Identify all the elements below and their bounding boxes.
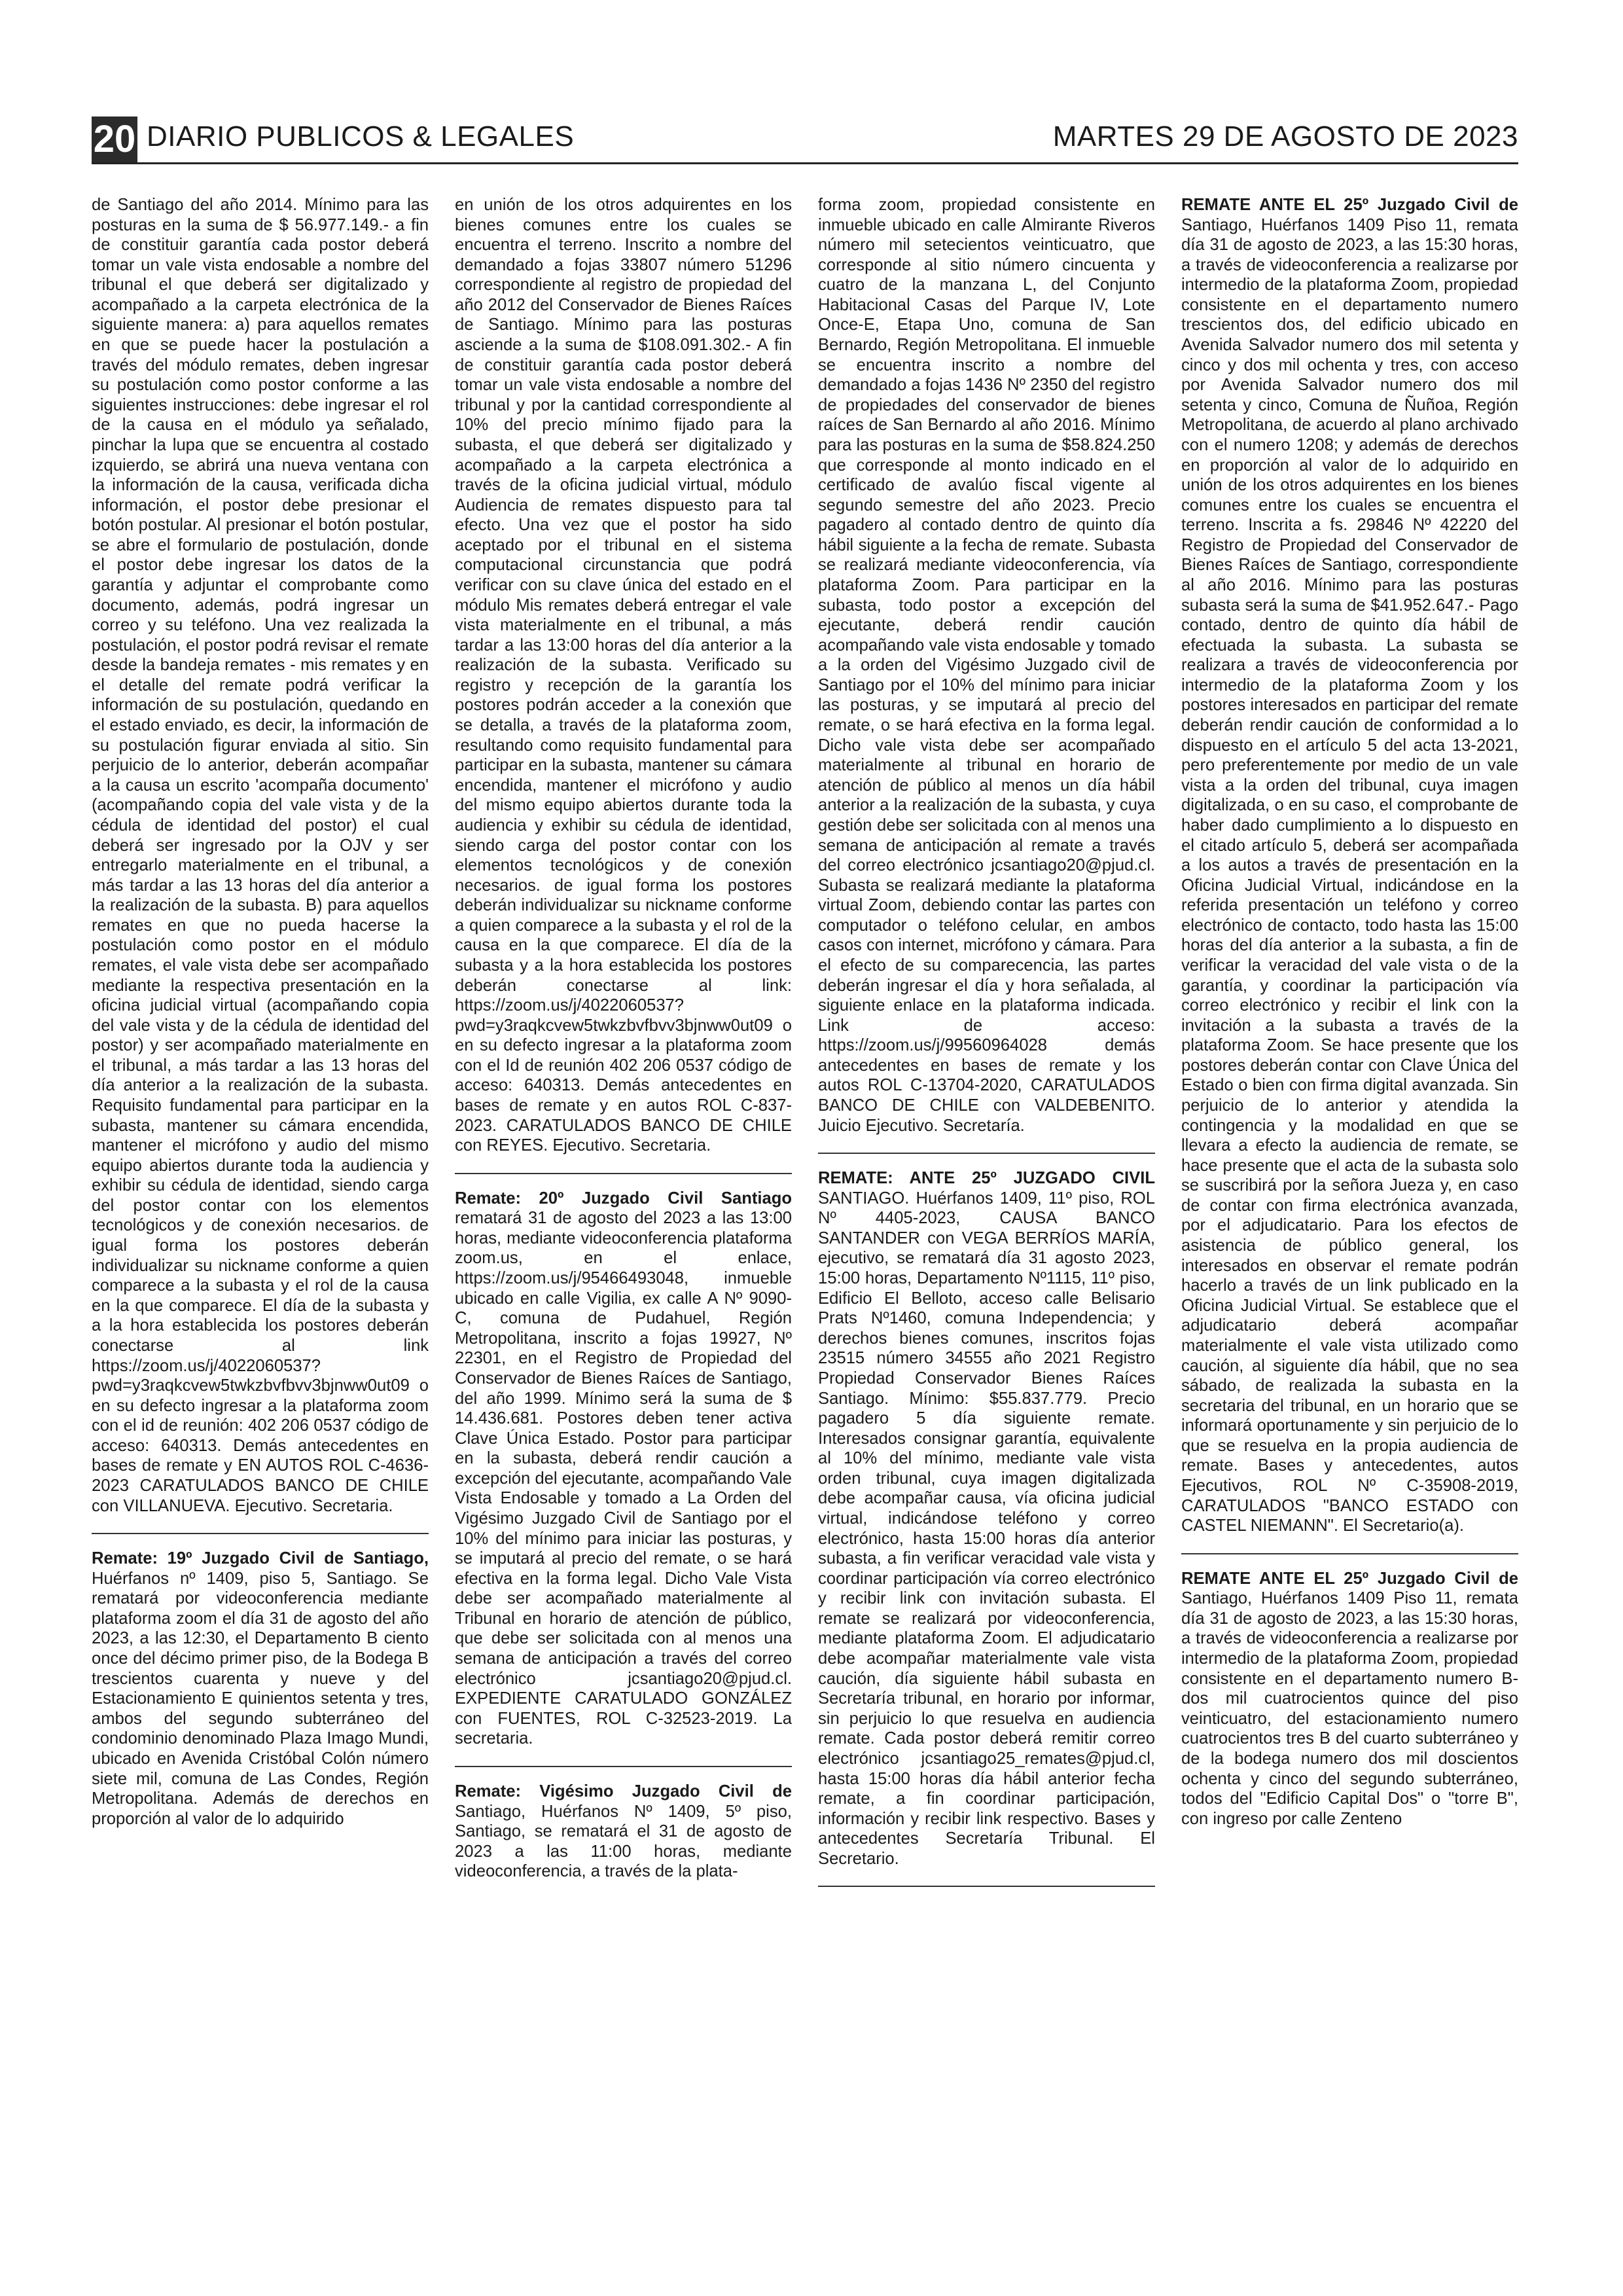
notice-lead: REMATE ANTE EL 25º Juzgado Civil de [1181,1569,1518,1588]
column-1 [92,195,429,2250]
legal-notice [455,1189,792,1749]
legal-notice [1181,195,1518,1536]
notice-divider [455,1173,792,1174]
notice-lead: Remate: 19º Juzgado Civil de Santiago, [92,1549,429,1568]
notice-divider [92,1533,429,1534]
notice-lead: REMATE ANTE EL 25º Juzgado Civil de [1181,196,1518,214]
notice-body: Santiago, Huérfanos 1409 Piso 11, remata día 31 de agosto de 2023, a las 15:30 horas, a través de videoconferencia a realizarse por intermedio de la plataforma Zoom, propiedad consistente en el departamento numero B- dos mil cuatrocientos quince del piso veinticuatro, del estacionamiento numero cuatrocientos tres B del cuarto subterráneo y de la bodega numero dos mil doscientos ochenta y cinco del segundo subterráneo, todos del "Edificio Capital Dos" o "torre B", con ingreso por calle Zenteno [1181,1589,1518,1828]
notices-columns [92,195,1518,2250]
notice-body: de Santiago del año 2014. Mínimo para las posturas en la suma de $ 56.977.149.- a fin de constituir garantía cada postor deberá tomar un vale vista endosable a nombre del tribunal el que deberá ser digitalizado y acompañado a la carpeta electrónica de la siguiente manera: a) para aquellos remates en que se puede hacer la postulación a través del módulo remates, deben ingresar su postulación como postor conforme a las siguientes instrucciones: debe ingresar el rol de la causa en el módulo ya señalado, pinchar la lupa que se encuentra al costado izquierdo, se abrirá una nueva ventana con la información de la causa, verificada dicha información, el postor debe presionar el botón postular. Al presionar el botón postular, se abre el formulario de postulación, donde el postor debe ingresar los datos de la garantía y adjuntar el comprobante como documento, además, podrá ingresar un correo y su teléfono. Una vez realizada la postulación, el postor podrá revisar el remate desde la bandeja remates - mis remates y en el detalle del remate podrá verificar la información de su postulación, quedando en el estado enviado, es decir, la información de su postulación figurar enviada al sitio. Sin perjuicio de lo anterior, deberán acompañar a la causa un escrito 'acompaña documento' (acompañando copia del vale vista y de la cédula de identidad del postor) el cual deberá ser ingresado por la OJV y ser entregarlo materialmente en el tribunal, a más tardar a las 13 horas del día anterior a la realización de la subasta. B) para aquellos remates en que no pueda hacerse la postulación como postor en el módulo remates, el vale vista debe ser acompañado mediante la respectiva presentación en la oficina judicial virtual (acompañando copia del vale vista y de la cédula de identidad del postor) y ser acompañado materialmente en el tribunal, a más tardar a las 13 horas del día anterior a la realización de la subasta. Requisito fundamental para participar en la subasta, mantener su cámara encendida, mantener el micrófono y audio del mismo equipo abiertos durante toda la audiencia y exhibir su cédula de identidad, siendo carga del postor contar con los elementos tecnológicos y de conexión necesarios. de igual forma los postores deberán individualizar su nickname conforme a quien comparece a la subasta y el rol de la causa en la que comparece. El día de la subasta y a la hora establecida los postores deberán conectarse al link https://zoom.us/j/4022060537?pwd=y3raqkcvew5twkzbvfbvv3bjnww0ut09 o en su defecto ingresar a la plataforma zoom con el id de reunión: 402 206 0537 código de acceso: 640313. Demás antecedentes en bases de remate y EN AUTOS ROL C-4636-2023 CARATULADOS BANCO DE CHILE con VILLANUEVA. Ejecutivo. Secretaria. [92,196,429,1515]
notice-lead: Remate: Vigésimo Juzgado Civil de [455,1782,792,1801]
notice-lead: REMATE: ANTE 25º JUZGADO CIVIL [818,1169,1155,1188]
legal-notice [818,1168,1155,1869]
notice-divider [1181,1553,1518,1554]
column-3 [818,195,1155,2250]
notice-body: forma zoom, propiedad consistente en inmueble ubicado en calle Almirante Riveros número mil setecientos veinticuatro, que corresponde al sitio número cincuenta y cuatro de la manzana L, del Conjunto Habitacional Casas del Parque IV, Lote Once-E, Etapa Uno, comuna de San Bernardo, Región Metropolitana. El inmueble se encuentra inscrito a nombre del demandado a fojas 1436 Nº 2350 del registro de propiedades del conservador de bienes raíces de San Bernardo al año 2016. Mínimo para las posturas en la suma de $58.824.250 que corresponde al monto indicado en el certificado de avalúo fiscal vigente al segundo semestre del año 2023. Precio pagadero al contado dentro de quinto día hábil siguiente a la fecha de remate. Subasta se realizará mediante videoconferencia, vía plataforma Zoom. Para participar en la subasta, todo postor a excepción del ejecutante, deberá rendir caución acompañando vale vista endosable y tomado a la orden del Vigésimo Juzgado civil de Santiago por el 10% del mínimo para iniciar las posturas, y se imputará al precio del remate, o se hará efectiva en la forma legal. Dicho vale vista debe ser acompañado materialmente al tribunal en horario de atención de público al menos un día hábil anterior a la realización de la subasta, y cuya gestión debe ser solicitada con al menos una semana de anticipación al remate a través del correo electrónico jcsantiago20@pjud.cl. Subasta se realizará mediante la plataforma virtual Zoom, debiendo contar las partes con computador o teléfono celular, en ambos casos con internet, micrófono y cámara. Para el efecto de su comparecencia, las partes deberán ingresar el día y hora señalada, al siguiente enlace en la plataforma indicada. Link de acceso: https://zoom.us/j/99560964028 demás antecedentes en bases de remate y los autos ROL C-13704-2020, CARATULADOS BANCO DE CHILE con VALDEBENITO. Juicio Ejecutivo. Secretaría. [818,196,1155,1135]
page-number: 20 [92,117,137,162]
notice-lead: Remate: 20º Juzgado Civil Santiago [455,1189,792,1208]
publication-title: DIARIO PUBLICOS & LEGALES [147,120,575,152]
legal-notice [92,1549,429,1829]
notice-body: Santiago, Huérfanos 1409 Piso 11, remata día 31 de agosto de 2023, a las 15:30 horas, a través de videoconferencia a realizarse por intermedio de la plataforma Zoom, propiedad consistente en el departamento numero trescientos dos, del edificio ubicado en Avenida Salvador numero dos mil setenta y cinco y dos mil ochenta y tres, con acceso por Avenida Salvador numero dos mil setenta y cinco, Comuna de Ñuñoa, Región Metropolitana, de acuerdo al plano archivado con el numero 1208; y además de derechos en proporción al valor de lo adquirido en unión de los otros adquirentes en los bienes comunes entre los cuales se encuentra el terreno. Inscrita a fs. 29846 Nº 42220 del Registro de Propiedad del Conservador de Bienes Raíces de Santiago, correspondiente al año 2016. Mínimo para las posturas subasta será la suma de $41.952.647.- Pago contado, dentro de quinto día hábil de efectuada la subasta. La subasta se realizara a través de videoconferencia por intermedio de la plataforma Zoom y los postores interesados en participar del remate deberán rendir caución de conformidad a lo dispuesto en el artículo 5 del acta 13-2021, pero preferentemente por medio de un vale vista a la orden del tribunal, cuya imagen digitalizada, o en su caso, el comprobante de haber dado cumplimiento a lo dispuesto en el citado artículo 5, deberá ser acompañada a los autos a través de presentación en la Oficina Judicial Virtual, indicándose en la referida presentación un teléfono y correo electrónico de contacto, todo hasta las 15:00 horas del día anterior a la subasta, a fin de verificar la veracidad del vale vista o de la garantía, y coordinar la participación vía correo electrónico y recibir el link con la invitación a la subasta a través de la plataforma Zoom. Se hace presente que los postores deberán contar con Clave Única del Estado o bien con firma digital avanzada. Sin perjuicio de lo anterior y atendida la contingencia y la modalidad en que se llevara a efecto la audiencia de remate, se hace presente que el acta de la subasta solo se suscribirá por la señora Jueza y, en caso de contar con firma electrónica avanzada, por el adjudicatario. Para los efectos de asistencia de público general, los interesados en observar el remate podrán hacerlo a través de un link publicado en la Oficina Judicial Virtual. Se establece que el adjudicatario deberá acompañar materialmente el vale vista utilizado como caución, al siguiente día hábil, que no sea sábado, de realizada la subasta en la secretaria del tribunal, en un horario que se informará oportunamente y sin perjuicio de lo que se resuelva en la propia audiencia de remate. Bases y antecedentes, autos Ejecutivos, ROL Nº C-35908-2019, CARATULADOS "BANCO ESTADO con CASTEL NIEMANN". El Secretario(a). [1181,215,1518,1535]
column-4 [1181,195,1518,2250]
notice-divider [455,1766,792,1767]
notice-divider [818,1153,1155,1154]
legal-notice [1181,1569,1518,1829]
legal-notice [455,1782,792,1882]
notice-body: SANTIAGO. Huérfanos 1409, 11º piso, ROL Nº 4405-2023, CAUSA BANCO SANTANDER con VEGA BERRÍOS MARÍA, ejecutivo, se rematará día 31 agosto 2023, 15:00 horas, Departamento Nº1115, 11º piso, Edificio El Belloto, acceso calle Belisario Prats Nº1460, comuna Independencia; y derechos bienes comunes, inscritos fojas 23515 número 34555 año 2021 Registro Propiedad Conservador Bienes Raíces Santiago. Mínimo: $55.837.779. Precio pagadero 5 día siguiente remate. Interesados consignar garantía, equivalente al 10% del mínimo, mediante vale vista orden tribunal, cuya imagen digitalizada debe acompañar causa, vía oficina judicial virtual, indicándose teléfono y correo electrónico, hasta 15:00 horas día anterior subasta, a fin verificar veracidad vale vista y coordinar participación vía correo electrónico y recibir link con invitación subasta. El remate se realizará por videoconferencia, mediante plataforma Zoom. El adjudicatario debe acompañar materialmente vale vista caución, día siguiente hábil subasta en Secretaría tribunal, en horario por informar, sin perjuicio lo que resuelva en audiencia remate. Cada postor deberá remitir correo electrónico jcsantiago25_remates@pjud.cl, hasta 15:00 horas día hábil anterior fecha remate, a fin coordinar participación, información y recibir link respectivo. Bases y antecedentes Secretaría Tribunal. El Secretario. [818,1189,1155,1868]
notice-body: en unión de los otros adquirentes en los bienes comunes entre los cuales se encuentra el terreno. Inscrito a nombre del demandado a fojas 33807 número 51296 correspondiente al registro de propiedad del año 2012 del Conservador de Bienes Raíces de Santiago. Mínimo para las posturas asciende a la suma de $108.091.302.- A fin de constituir garantía cada postor deberá tomar un vale vista endosable a nombre del tribunal y por la cantidad correspondiente al 10% del precio mínimo fijado para la subasta, el que deberá ser digitalizado y acompañado a la carpeta electrónica a través de la oficina judicial virtual, módulo Audiencia de remates dispuesto para tal efecto. Una vez que el postor ha sido aceptado por el tribunal en el sistema computacional circunstancia que podrá verificar con su clave única del estado en el módulo Mis remates deberá entregar el vale vista materialmente en el tribunal, a más tardar a las 13:00 horas del día anterior a la realización de la subasta. Verificado su registro y recepción de la garantía los postores podrán acceder a la conexión que se detalla, a través de la plataforma zoom, resultando como requisito fundamental para participar en la subasta, mantener su cámara encendida, mantener el micrófono y audio del mismo equipo abiertos durante toda la audiencia y exhibir su cédula de identidad, siendo carga del postor contar con los elementos tecnológicos y de conexión necesarios. de igual forma los postores deberán individualizar su nickname conforme a quien comparece a la subasta y el rol de la causa en la que comparece. El día de la subasta y a la hora establecida los postores deberán conectarse al link: https://zoom.us/j/4022060537?pwd=y3raqkcvew5twkzbvfbvv3bjnww0ut09 o en su defecto ingresar a la plataforma zoom con el Id de reunión 402 206 0537 código de acceso: 640313. Demás antecedentes en bases de remate y en autos ROL C-837-2023. CARATULADOS BANCO DE CHILE con REYES. Ejecutivo. Secretaria. [455,196,792,1155]
legal-notice [818,195,1155,1136]
column-2 [455,195,792,2250]
notice-body: Huérfanos nº 1409, piso 5, Santiago. Se rematará por videoconferencia mediante plataforma zoom el día 31 de agosto del año 2023, a las 12:30, el Departamento B ciento once del décimo primer piso, de la Bodega B trescientos cuarenta y nueve y del Estacionamiento E quinientos setenta y tres, ambos del segundo subterráneo del condominio denominado Plaza Imago Mundi, ubicado en Avenida Cristóbal Colón número siete mil, comuna de Las Condes, Región Metropolitana. Además de derechos en proporción al valor de lo adquirido [92,1569,429,1828]
issue-date: MARTES 29 DE AGOSTO DE 2023 [1052,120,1518,152]
legal-notice [92,195,429,1516]
notice-divider [818,1886,1155,1887]
page-header [92,113,1518,164]
legal-notice [455,195,792,1156]
notice-body: Santiago, Huérfanos Nº 1409, 5º piso, Santiago, se rematará el 31 de agosto de 2023 a las 11:00 horas, mediante videoconferencia, a través de la plata- [455,1802,792,1881]
notice-body: rematará 31 de agosto del 2023 a las 13:00 horas, mediante videoconferencia plataforma zoom.us, en el enlace, https://zoom.us/j/95466493048, inmueble ubicado en calle Vigilia, ex calle A Nº 9090-C, comuna de Pudahuel, Región Metropolitana, inscrito a fojas 19927, Nº 22301, en el Registro de Propiedad del Conservador de Bienes Raíces de Santiago, del año 1999. Mínimo será la suma de $ 14.436.681. Postores deben tener activa Clave Única Estado. Postor para participar en la subasta, deberá rendir caución a excepción del ejecutante, acompañando Vale Vista Endosable y tomado a La Orden del Vigésimo Juzgado Civil de Santiago por el 10% del mínimo para iniciar las posturas, y se imputará al precio del remate, o se hará efectiva en la forma legal. Dicho Vale Vista debe ser acompañado materialmente al Tribunal en horario de atención de público, que debe ser solicitada con al menos una semana de anticipación a través del correo electrónico jcsantiago20@pjud.cl. EXPEDIENTE CARATULADO GONZÁLEZ con FUENTES, ROL C-32523-2019. La secretaria. [455,1209,792,1748]
